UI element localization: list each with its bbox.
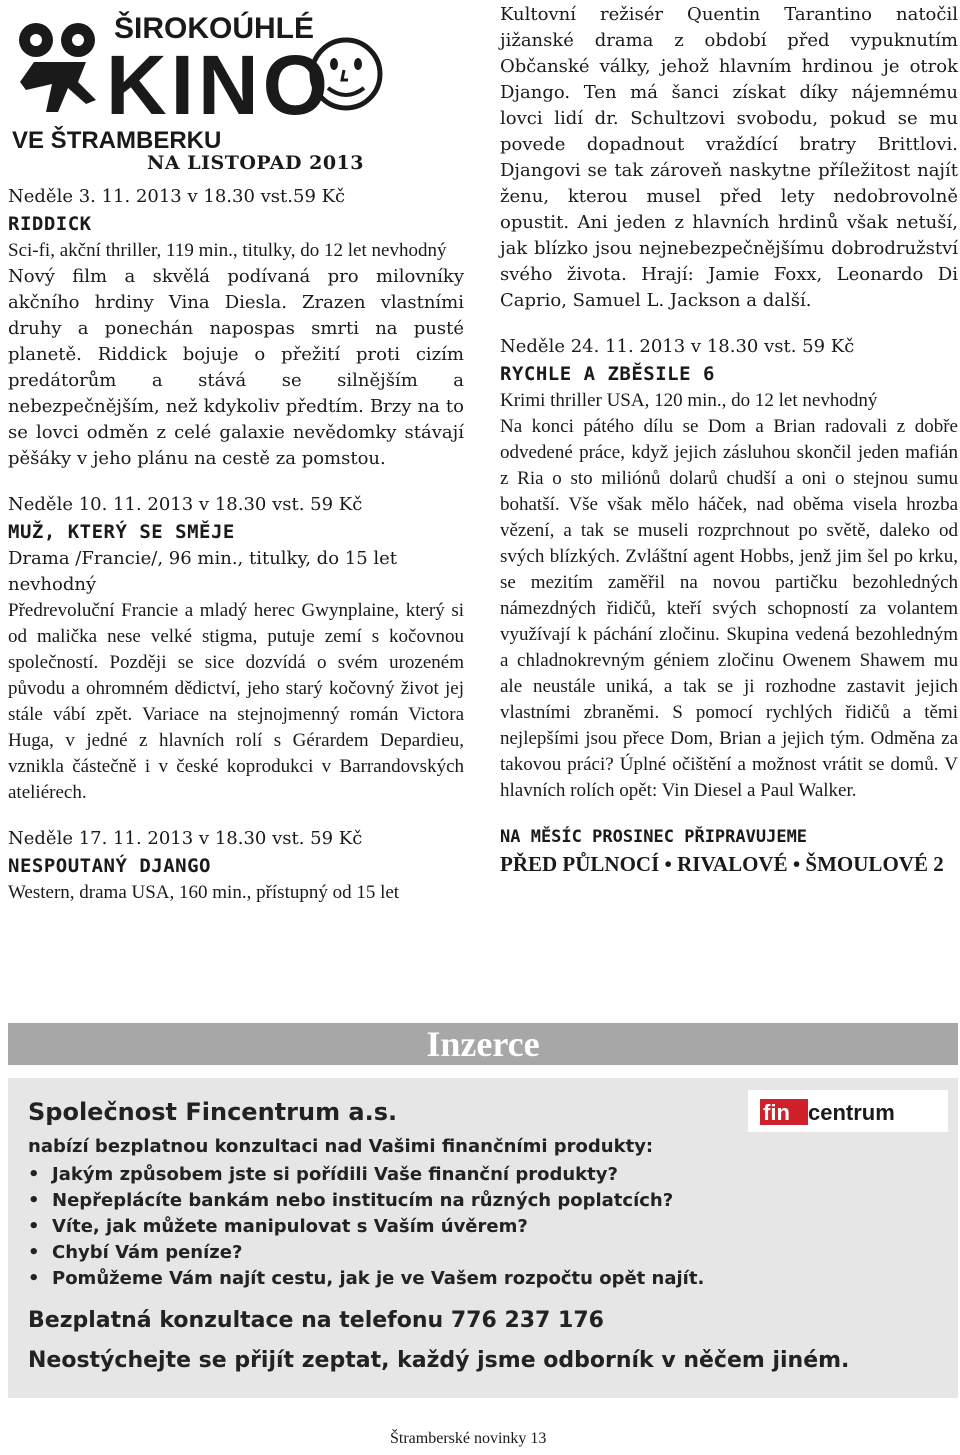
ad-lead: nabízí bezplatnou konzultaci nad Vašimi finančními produkty: bbox=[28, 1136, 654, 1157]
film-meta: Krimi thriller USA, 120 min., do 12 let nevhodný bbox=[500, 390, 878, 411]
film-description: Předrevoluční Francie a mladý herec Gwynplaine, který si od malička nese velké stigma, putuje zemí s kočovnou společností. Později se sice dozvídá o svém urozeném původu a ohromném dědictví, jeho starý kočovný život jej stále vábí zpět. Variace na stejnojmenný román Victora Huga, v jedné z hlavních rolí s Gérardem Depardieu, vznikla částečně i v české koprodukci v Barrandovských ateliérech. bbox=[8, 600, 464, 803]
ad-company: Společnost Fincentrum a.s. bbox=[28, 1098, 398, 1126]
logo-fin: fin bbox=[763, 1100, 790, 1125]
film-meta: Sci-fi, akční thriller, 119 min., titulky, do 12 let nevhodný bbox=[8, 240, 447, 261]
list-item: • Pomůžeme Vám najít cestu, jak je ve Vašem rozpočtu opět najít. bbox=[28, 1266, 704, 1292]
film-date: Neděle 24. 11. 2013 v 18.30 vst. 59 Kč bbox=[500, 336, 855, 357]
list-item: • Jakým způsobem jste si pořídili Vaše finanční produkty? bbox=[28, 1162, 704, 1188]
film-date: Neděle 3. 11. 2013 v 18.30 vst.59 Kč bbox=[8, 186, 346, 207]
list-item: • Nepřeplácíte bankám nebo institucím na různých poplatcích? bbox=[28, 1188, 704, 1214]
page-footer: Štramberské novinky 13 bbox=[390, 1430, 547, 1447]
inzerce-title: Inzerce bbox=[426, 1024, 540, 1064]
film-description: Nový film a skvělá podívaná pro milovníky akčního hrdiny Vina Diesla. Zrazen vlastními druhy a ponechán napospas smrti na pusté planetě. Riddick bojuje o přežití proti cizím predátorům a stává se silnějším a nebezpečnějším, než kdykoliv předtím. Brzy na to se lovci odměn z celé galaxie nevědomky stávají pěšáky v jeho plánu na cestě za pomstou. bbox=[8, 266, 464, 469]
fincentrum-ad bbox=[8, 1078, 958, 1398]
film-meta: Drama /Francie/, 96 min., titulky, do 15 let nevhodný bbox=[8, 548, 398, 595]
program-left-column bbox=[8, 150, 464, 906]
fincentrum-logo bbox=[748, 1090, 948, 1132]
film-description: Na konci pátého dílu se Dom a Brian radovali z dobře odvedené práce, když jejich zásluhou skončil jeden mafián z Ria o sto miliónů dolarů chudší a oni o stejnou sumu bohatší. Vše však mělo háček, nad oběma visela hrozba vězení, a tak se museli rozprchnout po světě, daleko od svých blízkých. Zvláštní agent Hobbs, jenž jim šel po krku, se mezitím zaměřil na novou partičku bezohledných námezdných řidičů, kteří svých schopností za volantem využívají k páchání zločinu. Skupina vedená bezohledným a chladnokrevným géniem zločinu Owenem Shawem mu ale neustále uniká, a tak se ji rozhodne zastavit jejich vlastními zbraněmi. S pomocí rychlých řidičů a těmi nejlepšími jsou přece Dom, Brian a jejich tým. Odměna za takovou práci? Úplné očištění a možnost vrátit se domů. V hlavních rolích opět: Vin Diesel a Paul Walker. bbox=[500, 416, 958, 801]
logo-line3: VE ŠTRAMBERKU bbox=[12, 127, 222, 154]
list-item: • Víte, jak můžete manipulovat s Vaším úvěrem? bbox=[28, 1214, 704, 1240]
logo-centrum: centrum bbox=[808, 1100, 895, 1125]
film-title: RIDDICK bbox=[8, 213, 92, 235]
inzerce-bar bbox=[8, 1023, 958, 1065]
film-title: RYCHLE A ZBĚSILE 6 bbox=[500, 363, 715, 385]
logo-line1: ŠIROKOÚHLÉ bbox=[114, 12, 315, 45]
month-heading: NA LISTOPAD 2013 bbox=[147, 152, 364, 174]
film-date: Neděle 10. 11. 2013 v 18.30 vst. 59 Kč bbox=[8, 494, 363, 515]
logo-line2: KINO bbox=[106, 38, 332, 132]
preview-titles: PŘED PŮLNOCÍ • RIVALOVÉ • ŠMOULOVÉ 2 bbox=[500, 852, 944, 876]
preview-heading: NA MĚSÍC PROSINEC PŘIPRAVUJEME bbox=[500, 827, 808, 847]
ad-phone: Bezplatná konzultace na telefonu 776 237 176 bbox=[28, 1308, 604, 1333]
list-item: • Chybí Vám peníze? bbox=[28, 1240, 704, 1266]
ad-closing: Neostýchejte se přijít zeptat, každý jsme odborník v něčem jiném. bbox=[28, 1348, 850, 1373]
film-title: MUŽ, KTERÝ SE SMĚJE bbox=[8, 521, 235, 543]
film-date: Neděle 17. 11. 2013 v 18.30 vst. 59 Kč bbox=[8, 828, 363, 849]
program-right-column bbox=[500, 2, 958, 878]
projector-icon bbox=[20, 62, 96, 112]
film-description: Kultovní režisér Quentin Tarantino natočil jižanské drama z období před vypuknutím Občanské války, jehož hlavním hrdinou je otrok Django. Ten má šanci získat díky nájemnému lovci lidí dr. Schultzovi svobodu, pokud se mu povede dopadnout vraždící bratry Brittlovi. Djangovi se tak zároveň naskytne příležitost najít ženu, kterou musel před lety nedobrovolně opustit. Ani jeden z hlavních hrdinů však netuší, jak blízko jsou nejnebezpečnějšímu dobrodružství svého života. Hrají: Jamie Foxx, Leonardo Di Caprio, Samuel L. Jackson a další. bbox=[500, 4, 958, 311]
film-meta: Western, drama USA, 160 min., přístupný od 15 let bbox=[8, 882, 400, 903]
cinema-logo bbox=[6, 4, 390, 154]
ad-bullets bbox=[28, 1162, 704, 1292]
film-title: NESPOUTANÝ DJANGO bbox=[8, 855, 211, 877]
